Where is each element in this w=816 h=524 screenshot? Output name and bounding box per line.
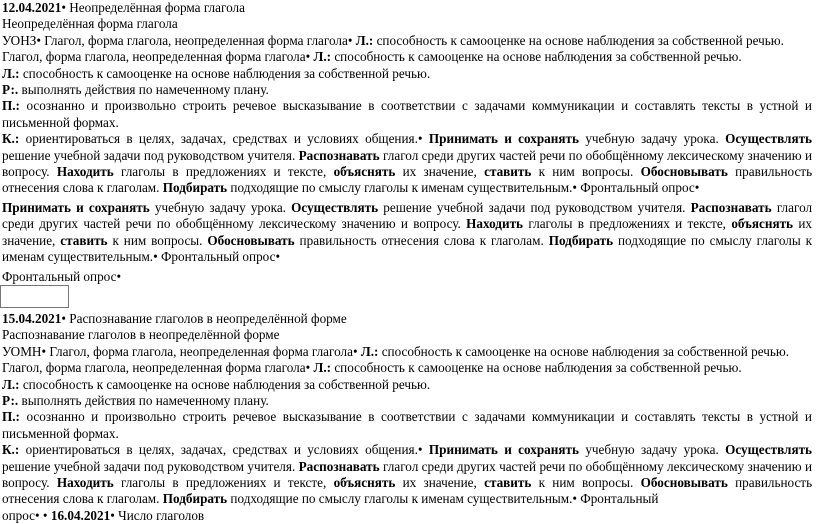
lesson-1-personal-text: способность к самооценке на основе наблюдения за собственной речью. [22, 65, 431, 81]
lesson-2-l2-label: Л.: [313, 360, 332, 376]
activity-text: правильность отнесения слова к глаголам. [299, 232, 544, 248]
lesson-2-heading-title: • Распознавание глаголов в неопределённой форме [61, 310, 347, 326]
activity-verb: Осуществлять [725, 442, 813, 458]
activity-text: их значение, [2, 216, 813, 248]
lesson-1-regulative [2, 82, 812, 98]
lesson-2-regulative-label: Р:. [2, 392, 19, 408]
activity-text: глаголы в предложениях и тексте, [120, 474, 327, 490]
activity-text: решение учебной задачи под руководством учителя. [2, 147, 296, 163]
lesson-2-communicative-label: К.: [2, 442, 20, 458]
activity-text: глаголы в предложениях и тексте, [528, 216, 726, 232]
lesson-2-cognitive-text: осознанно и произвольно строить речевое высказывание в соответствии с задачами коммуникации и составлять тексты в устной и письменной формах. [2, 409, 812, 441]
lesson-1-heading-title: • Неопределённая форма глагола [61, 0, 245, 15]
activity-text: подходящие по смыслу глаголы к именам существительным.• Фронтальный опрос• [230, 180, 700, 196]
lesson-1-regulative-text: выполнять действия по намеченному плану. [21, 82, 269, 98]
lesson-2-personal [2, 377, 812, 393]
lesson-1-cognitive-text: осознанно и произвольно строить речевое высказывание в соответствии с задачами коммуникации и составлять тексты в устной и письменной формах. [2, 98, 812, 130]
lesson-3-title: • Число глаголов [110, 507, 205, 523]
lesson-2-type: УОМН [2, 343, 42, 359]
activity-verb: Подбирать [162, 491, 228, 507]
activity-verb: Распознавать [298, 147, 380, 163]
lesson-2-frontal-end: опрос• • [2, 507, 48, 523]
lesson-1-frontal: Фронтальный опрос• [2, 268, 122, 284]
activity-verb: Осуществлять [291, 199, 379, 215]
activity-verb: ставить [484, 164, 532, 180]
activity-text: подходящие по смыслу глаголы к именам существительным.• Фронтальный опрос• [2, 232, 813, 265]
activity-text: глагол среди других частей речи по обобщённому лексическому значению и вопросу. [2, 147, 813, 180]
activity-verb: Подбирать [162, 180, 228, 196]
activity-text: глагол среди других частей речи по обобщённому лексическому значению и вопросу. [2, 199, 813, 232]
activity-text: их значение, [402, 164, 477, 180]
lesson-2-heading [2, 311, 812, 327]
lesson-1-cognitive-label: П.: [2, 98, 20, 114]
activity-text: глагол среди других частей речи по обобщённому лексическому значению и вопросу. [2, 458, 813, 490]
activity-text: подходящие по смыслу глаголы к именам существительным.• Фронтальный [230, 491, 659, 507]
activity-text: к ним вопросы. [112, 232, 203, 248]
lesson-1-regulative-label: Р:. [2, 82, 19, 98]
activity-verb: объяснять [333, 474, 396, 490]
activity-text: правильность отнесения слова к глаголам. [2, 474, 813, 507]
activity-verb: объяснять [731, 216, 794, 232]
lesson-1-heading [2, 0, 812, 16]
lesson-2-cognitive [2, 409, 812, 442]
activity-text: их значение, [402, 474, 477, 490]
lesson-1-concepts-text: • Глагол, форма глагола, неопределенная форма глагола• [36, 32, 353, 48]
lesson-2-communicative [2, 442, 812, 508]
lesson-2-l-text: способность к самооценке на основе наблюдения за собственной речью. [381, 343, 790, 359]
lesson-2-concepts-2 [2, 360, 812, 376]
activity-verb: Обосновывать [207, 232, 295, 248]
lesson-1-l-text: способность к самооценке на основе наблюдения за собственной речью. [376, 32, 784, 48]
activity-verb: Находить [56, 164, 114, 180]
lesson-2-concepts-2-text: Глагол, форма глагола, неопределенная форма глагола• [2, 360, 311, 376]
activity-verb: Распознавать [298, 458, 380, 474]
empty-text-box [0, 285, 69, 308]
lesson-2-personal-label: Л.: [2, 376, 20, 392]
lesson-1-communicative-label: К.: [2, 131, 20, 147]
activity-verb: Осуществлять [725, 131, 813, 147]
activity-text: к ним вопросы. [538, 474, 634, 490]
lesson-2-regulative-text: выполнять действия по намеченному плану. [21, 392, 269, 408]
activity-verb: Принимать и сохранять [428, 442, 579, 458]
lesson-1-concepts-2-text: Глагол, форма глагола, неопределенная форма глагола• [2, 49, 311, 65]
activity-text: глаголы в предложениях и тексте, [120, 164, 327, 180]
lesson-1-personal [2, 66, 812, 82]
activity-verb: Находить [466, 216, 524, 232]
activity-text: правильность отнесения слова к глаголам. [2, 164, 813, 196]
lesson-1-l2-text: способность к самооценке на основе наблюдения за собственной речью. [334, 49, 742, 65]
lesson-2-title: Распознавание глаголов в неопределённой форме [2, 327, 280, 343]
lesson-1-activities [2, 200, 812, 266]
activity-text: учебную задачу урока. [154, 199, 286, 215]
activity-text: учебную задачу урока. [585, 442, 719, 458]
activity-verb: Подбирать [548, 232, 614, 248]
lesson-2-date: 15.04.2021 [2, 310, 62, 326]
activity-verb: Принимать и сохранять [2, 199, 150, 215]
lesson-3-date: 16.04.2021 [50, 507, 111, 523]
activity-text: учебную задачу урока. [585, 131, 719, 147]
activity-verb: Находить [56, 474, 114, 490]
activity-verb: Обосновывать [640, 164, 728, 180]
lesson-1-personal-label: Л.: [2, 65, 20, 81]
lesson-3-heading [2, 508, 812, 524]
lesson-2-personal-text: способность к самооценке на основе наблюдения за собственной речью. [22, 376, 431, 392]
activity-verb: ставить [484, 474, 532, 490]
lesson-2-concepts-text: • Глагол, форма глагола, неопределенная форма глагола• [41, 343, 358, 359]
lesson-2-l-label: Л.: [360, 343, 379, 359]
lesson-2-l2-text: способность к самооценке на основе наблюдения за собственной речью. [334, 360, 742, 376]
k-text: ориентироваться в целях, задачах, средствах и условиях общения.• [25, 442, 423, 458]
lesson-1-title: Неопределённая форма глагола [2, 16, 178, 32]
activity-verb: объяснять [333, 164, 396, 180]
lesson-1-concepts [2, 33, 812, 49]
activity-verb: Распознавать [690, 199, 772, 215]
lesson-1-l2-label: Л.: [313, 49, 332, 65]
lesson-1-date: 12.04.2021 [2, 0, 62, 15]
activity-verb: ставить [60, 232, 108, 248]
lesson-2-concepts [2, 344, 812, 360]
activity-text: решение учебной задачи под руководством учителя. [383, 199, 686, 215]
lesson-2-cognitive-label: П.: [2, 409, 20, 425]
lesson-1-type: УОНЗ [2, 32, 37, 48]
lesson-2-regulative [2, 393, 812, 409]
lesson-1-l-label: Л.: [355, 32, 374, 48]
activity-text: решение учебной задачи под руководством учителя. [2, 458, 296, 474]
activity-verb: Обосновывать [640, 474, 728, 490]
lesson-1-concepts-2 [2, 49, 812, 65]
lesson-1-communicative [2, 131, 812, 197]
activity-verb: Принимать и сохранять [428, 131, 579, 147]
lesson-1-cognitive [2, 98, 812, 131]
k-text: ориентироваться в целях, задачах, средствах и условиях общения.• [25, 131, 423, 147]
activity-text: к ним вопросы. [538, 164, 634, 180]
